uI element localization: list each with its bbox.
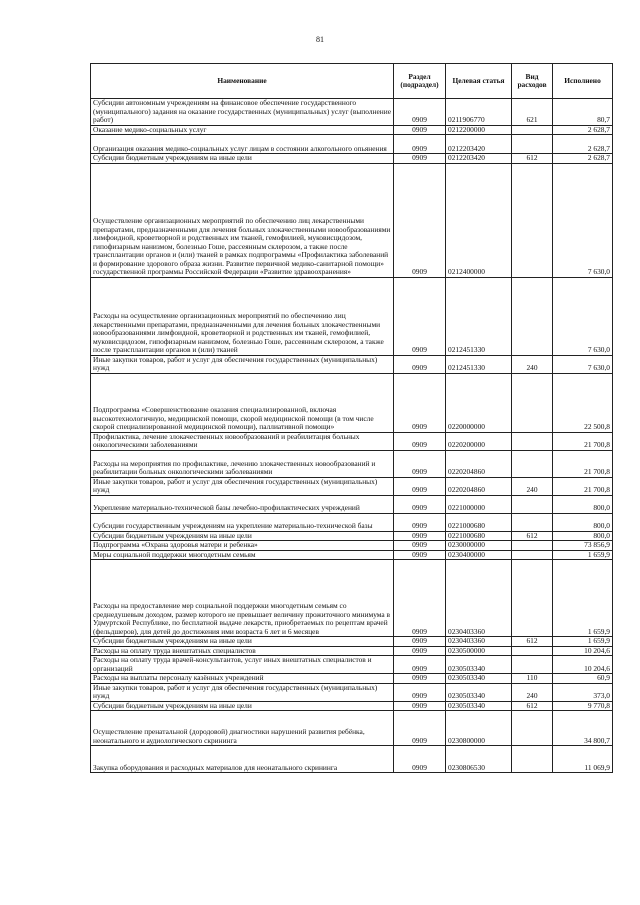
cell-expense-type — [512, 495, 553, 513]
cell-section: 0909 — [394, 355, 446, 373]
cell-target: 0212200000 — [446, 125, 512, 135]
cell-amount: 73 856,9 — [553, 541, 613, 551]
header-target: Целевая статья — [446, 64, 512, 99]
cell-expense-type: 110 — [512, 674, 553, 684]
cell-target: 0212203420 — [446, 135, 512, 154]
cell-amount: 10 204,6 — [553, 646, 613, 656]
cell-name: Субсидии автономным учреждениям на финансовое обеспечение государственного (муниципального) задания на оказание государственных (муниципальных) услуг (выполнение работ) — [91, 99, 394, 126]
cell-section: 0909 — [394, 373, 446, 432]
cell-name: Субсидии бюджетным учреждениям на иные цели — [91, 701, 394, 711]
table-row — [91, 541, 613, 551]
cell-section: 0909 — [394, 656, 446, 674]
cell-section: 0909 — [394, 163, 446, 277]
cell-expense-type: 612 — [512, 154, 553, 164]
cell-target: 0230503340 — [446, 656, 512, 674]
cell-amount: 2 628,7 — [553, 135, 613, 154]
cell-section: 0909 — [394, 432, 446, 450]
table-row — [91, 701, 613, 711]
cell-section: 0909 — [394, 477, 446, 495]
cell-amount: 800,0 — [553, 513, 613, 531]
cell-expense-type: 612 — [512, 637, 553, 647]
cell-name: Профилактика, лечение злокачественных новообразований и реабилитация больных онкологическими заболеваниями — [91, 432, 394, 450]
cell-expense-type — [512, 163, 553, 277]
table-row — [91, 432, 613, 450]
cell-name: Субсидии бюджетным учреждениям на иные цели — [91, 637, 394, 647]
table-row — [91, 450, 613, 477]
cell-amount: 1 659,9 — [553, 637, 613, 647]
cell-amount: 34 800,7 — [553, 711, 613, 746]
cell-amount: 11 069,9 — [553, 746, 613, 773]
table-row — [91, 550, 613, 560]
cell-expense-type: 240 — [512, 477, 553, 495]
cell-name: Расходы на мероприятия по профилактике, лечению злокачественных новообразований и реабилитации больных онкологическими заболеваниями — [91, 450, 394, 477]
table-row — [91, 135, 613, 154]
cell-name: Субсидии государственным учреждениям на укрепление материально-технической базы — [91, 513, 394, 531]
header-name: Наименование — [91, 64, 394, 99]
cell-target: 0220000000 — [446, 373, 512, 432]
cell-expense-type — [512, 656, 553, 674]
cell-amount: 2 628,7 — [553, 125, 613, 135]
cell-section: 0909 — [394, 541, 446, 551]
cell-section: 0909 — [394, 637, 446, 647]
budget-table — [90, 63, 613, 773]
cell-expense-type — [512, 711, 553, 746]
table-row — [91, 637, 613, 647]
cell-section: 0909 — [394, 550, 446, 560]
cell-target: 0230500000 — [446, 646, 512, 656]
header-executed: Исполнено — [553, 64, 613, 99]
cell-name: Подпрограмма «Охрана здоровья матери и ребенка» — [91, 541, 394, 551]
cell-name: Иные закупки товаров, работ и услуг для обеспечения государственных (муниципальных) нужд — [91, 477, 394, 495]
cell-name: Оказание медико-социальных услуг — [91, 125, 394, 135]
cell-expense-type — [512, 125, 553, 135]
cell-amount: 21 700,8 — [553, 432, 613, 450]
cell-name: Организация оказания медико-социальных услуг лицам в состоянии алкогольного опьянения — [91, 135, 394, 154]
cell-target: 0230503340 — [446, 674, 512, 684]
cell-target: 0212203420 — [446, 154, 512, 164]
table-row — [91, 99, 613, 126]
cell-target: 0212451330 — [446, 355, 512, 373]
cell-section: 0909 — [394, 711, 446, 746]
page-number: 81 — [316, 35, 324, 44]
cell-expense-type — [512, 513, 553, 531]
cell-expense-type — [512, 550, 553, 560]
cell-name: Расходы на оплату труда врачей-консультантов, услуг иных внештатных специалистов и организаций — [91, 656, 394, 674]
cell-expense-type — [512, 746, 553, 773]
cell-name: Осуществление организационных мероприятий по обеспечению лиц лекарственными препаратами, предназначенными для лечения больных злокачественными новообразованиями лимфоидной, кроветворной и родственных им тканей, гемофилией, муковисцидозом, гипофизарным нанизмом, болезнью Гоше, рассеянным склерозом, а также после трансплантации органов и (или) тканей в рамках подпрограммы «Профилактика заболеваний и формирование здорового образа жизни. Развитие первичной медико-санитарной помощи» государственной программы Российской Федерации «Развитие здравоохранения» — [91, 163, 394, 277]
cell-amount: 7 630,0 — [553, 355, 613, 373]
cell-name: Расходы на предоставление мер социальной поддержки многодетным семьям со среднедушевым доходом, размер которого не превышает величину прожиточного минимума в Удмуртской Республике, по бесплатной выдаче лекарств, приобретаемых по рецептам врачей (фельдшеров), для детей до достижения ими возраста 6 лет и 6 месяцев — [91, 560, 394, 637]
table-row — [91, 125, 613, 135]
cell-amount: 22 500,8 — [553, 373, 613, 432]
cell-target: 0230503340 — [446, 683, 512, 701]
cell-target: 0230503340 — [446, 701, 512, 711]
cell-expense-type — [512, 646, 553, 656]
cell-section: 0909 — [394, 531, 446, 541]
header-expense-type: Вид расходов — [512, 64, 553, 99]
table-row — [91, 683, 613, 701]
cell-section: 0909 — [394, 277, 446, 355]
cell-expense-type — [512, 450, 553, 477]
cell-section: 0909 — [394, 135, 446, 154]
cell-expense-type: 621 — [512, 99, 553, 126]
table-body — [91, 99, 613, 773]
cell-amount: 1 659,9 — [553, 560, 613, 637]
table-row — [91, 495, 613, 513]
table-row — [91, 355, 613, 373]
cell-target: 0212451330 — [446, 277, 512, 355]
cell-amount: 7 630,0 — [553, 277, 613, 355]
cell-amount: 7 630,0 — [553, 163, 613, 277]
cell-name: Иные закупки товаров, работ и услуг для обеспечения государственных (муниципальных) нужд — [91, 355, 394, 373]
cell-amount: 21 700,8 — [553, 450, 613, 477]
table-row — [91, 477, 613, 495]
cell-amount: 800,0 — [553, 495, 613, 513]
table-header-row — [91, 64, 613, 99]
table-row — [91, 154, 613, 164]
header-section: Раздел (подраздел) — [394, 64, 446, 99]
cell-amount: 80,7 — [553, 99, 613, 126]
cell-expense-type: 240 — [512, 683, 553, 701]
cell-target: 0221000000 — [446, 495, 512, 513]
cell-target: 0212400000 — [446, 163, 512, 277]
cell-name: Меры социальной поддержки многодетным семьям — [91, 550, 394, 560]
table-row — [91, 513, 613, 531]
cell-amount: 2 628,7 — [553, 154, 613, 164]
cell-section: 0909 — [394, 99, 446, 126]
table-row — [91, 746, 613, 773]
cell-target: 0230800000 — [446, 711, 512, 746]
cell-section: 0909 — [394, 513, 446, 531]
cell-amount: 10 204,6 — [553, 656, 613, 674]
cell-target: 0230400000 — [446, 550, 512, 560]
cell-target: 0221000680 — [446, 531, 512, 541]
cell-amount: 9 770,8 — [553, 701, 613, 711]
cell-expense-type — [512, 277, 553, 355]
cell-expense-type: 612 — [512, 701, 553, 711]
cell-name: Субсидии бюджетным учреждениям на иные цели — [91, 154, 394, 164]
cell-section: 0909 — [394, 125, 446, 135]
cell-section: 0909 — [394, 746, 446, 773]
cell-name: Расходы на осуществление организационных мероприятий по обеспечению лиц лекарственными препаратами, предназначенными для лечения больных злокачественными новообразованиями лимфоидной, кроветворной и родственных им тканей, гемофилией, муковисцидозом, гипофизарным нанизмом, болезнью Гоше, рассеянным склерозом, а также после трансплантации органов и (или) тканей — [91, 277, 394, 355]
table-row — [91, 711, 613, 746]
table-row — [91, 674, 613, 684]
cell-expense-type — [512, 541, 553, 551]
cell-target: 0230403360 — [446, 560, 512, 637]
table-row — [91, 277, 613, 355]
cell-expense-type — [512, 560, 553, 637]
cell-expense-type — [512, 432, 553, 450]
cell-target: 0220204860 — [446, 477, 512, 495]
cell-target: 0230403360 — [446, 637, 512, 647]
cell-name: Расходы на выплаты персоналу казённых учреждений — [91, 674, 394, 684]
cell-name: Иные закупки товаров, работ и услуг для обеспечения государственных (муниципальных) нужд — [91, 683, 394, 701]
table-row — [91, 373, 613, 432]
cell-name: Осуществление пренатальной (дородовой) диагностики нарушений развития ребёнка, неонатального и аудиологического скрининга — [91, 711, 394, 746]
cell-expense-type — [512, 373, 553, 432]
cell-expense-type: 240 — [512, 355, 553, 373]
cell-name: Расходы на оплату труда внештатных специалистов — [91, 646, 394, 656]
cell-section: 0909 — [394, 683, 446, 701]
cell-expense-type — [512, 135, 553, 154]
cell-section: 0909 — [394, 495, 446, 513]
cell-section: 0909 — [394, 560, 446, 637]
cell-name: Закупка оборудования и расходных материалов для неонатального скрининга — [91, 746, 394, 773]
cell-target: 0230806530 — [446, 746, 512, 773]
cell-target: 0221000680 — [446, 513, 512, 531]
cell-name: Субсидии бюджетным учреждениям на иные цели — [91, 531, 394, 541]
cell-section: 0909 — [394, 450, 446, 477]
cell-name: Подпрограмма «Совершенствование оказания специализированной, включая высокотехнологичную, медицинской помощи, скорой медицинской помощи (в том числе скорой специализированной медицинской помощи), паллиативной помощи» — [91, 373, 394, 432]
cell-amount: 800,0 — [553, 531, 613, 541]
cell-expense-type: 612 — [512, 531, 553, 541]
cell-target: 0220204860 — [446, 450, 512, 477]
table-row — [91, 656, 613, 674]
cell-section: 0909 — [394, 646, 446, 656]
cell-target: 0230000000 — [446, 541, 512, 551]
cell-section: 0909 — [394, 154, 446, 164]
table-row — [91, 163, 613, 277]
cell-amount: 373,0 — [553, 683, 613, 701]
cell-section: 0909 — [394, 701, 446, 711]
cell-amount: 1 659,9 — [553, 550, 613, 560]
cell-amount: 21 700,8 — [553, 477, 613, 495]
table-row — [91, 560, 613, 637]
cell-section: 0909 — [394, 674, 446, 684]
cell-target: 0211906770 — [446, 99, 512, 126]
cell-name: Укрепление материально-технической базы лечебно-профилактических учреждений — [91, 495, 394, 513]
cell-amount: 60,9 — [553, 674, 613, 684]
cell-target: 0220200000 — [446, 432, 512, 450]
